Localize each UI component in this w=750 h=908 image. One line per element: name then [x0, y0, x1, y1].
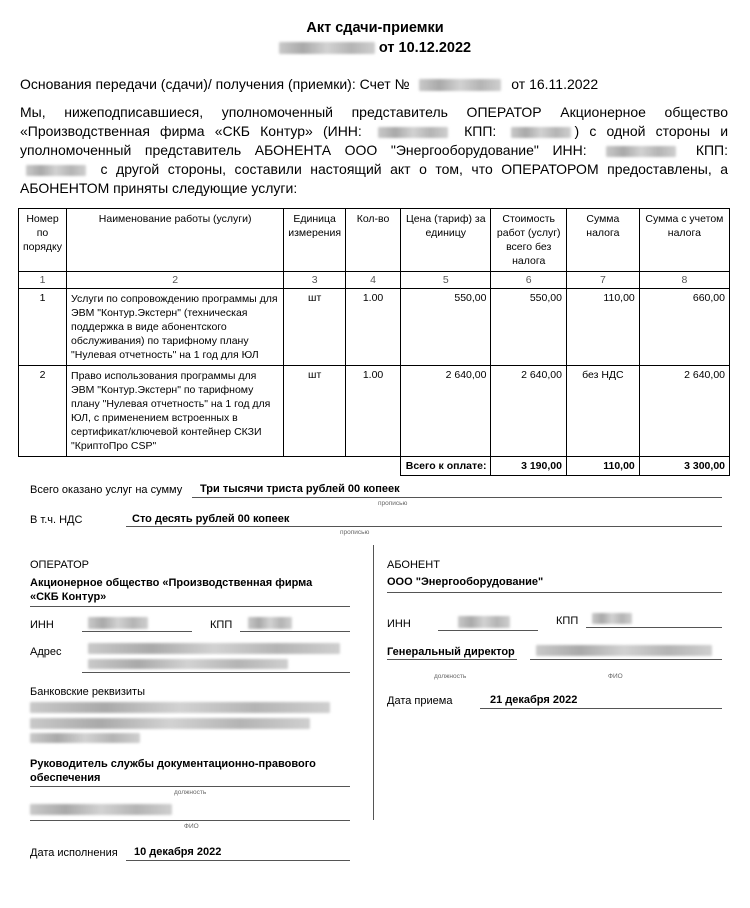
table-header: Наименование работы (услуги) [67, 209, 284, 272]
caption-position: должность [434, 673, 467, 680]
table-header: Кол-во [346, 209, 401, 272]
redacted-inn [458, 616, 510, 628]
redacted-number [279, 42, 375, 54]
divider [480, 708, 722, 709]
operator-address-label: Адрес [30, 646, 62, 658]
unit: шт [284, 289, 346, 366]
divider [530, 659, 722, 660]
operator-bank-label: Банковские реквизиты [30, 686, 145, 698]
table-header: Сумма налога [566, 209, 639, 272]
redacted-kpp [26, 165, 86, 176]
total-services-label: Всего оказано услуг на сумму [30, 484, 183, 496]
column-number: 5 [401, 272, 491, 289]
subscriber-name: ООО "Энергооборудование" [387, 576, 544, 588]
total-tax: 110,00 [566, 457, 639, 476]
caption-in-words: прописью [340, 529, 370, 536]
unit: шт [284, 366, 346, 457]
table-header: Сумма с учетом налога [639, 209, 729, 272]
table-row [19, 366, 730, 457]
operator-name: Акционерное общество «Производственная фирма «СКБ Контур» [30, 577, 313, 603]
total: 2 640,00 [639, 366, 729, 457]
caption-fio: ФИО [184, 823, 199, 830]
subscriber-inn-label: ИНН [387, 618, 411, 630]
column-divider [373, 545, 374, 820]
column-number: 1 [19, 272, 67, 289]
divider [586, 627, 722, 628]
redacted-kpp [248, 617, 292, 629]
column-number: 3 [284, 272, 346, 289]
divider [30, 606, 350, 607]
table-header: Единица измерения [284, 209, 346, 272]
divider [82, 631, 192, 632]
redacted-invoice-number [419, 79, 501, 91]
redacted-address [88, 643, 340, 654]
vat-label: В т.ч. НДС [30, 514, 83, 526]
redacted-inn [88, 617, 148, 629]
document-date: от 10.12.2022 [378, 40, 472, 56]
divider [82, 672, 350, 673]
total: 660,00 [639, 289, 729, 366]
subscriber-kpp-label: КПП [556, 615, 579, 627]
redacted-address [88, 659, 288, 669]
document-title: Акт сдачи-приемки [306, 20, 444, 36]
cost: 550,00 [491, 289, 566, 366]
vat-words: Сто десять рублей 00 копеек [132, 513, 290, 525]
redacted-inn [606, 146, 676, 157]
column-number: 4 [346, 272, 401, 289]
redacted-bank-details [30, 702, 330, 713]
basis-line: Основания передачи (сдачи)/ получения (приемки): Счет № от 16.11.2022 [20, 76, 599, 92]
table-total-row [19, 457, 730, 476]
redacted-kpp [511, 127, 571, 138]
redacted-bank-details [30, 718, 310, 729]
subscriber-position: Генеральный директор [387, 646, 515, 658]
column-number: 7 [566, 272, 639, 289]
caption-in-words: прописью [378, 500, 408, 507]
total-sum: 3 300,00 [639, 457, 729, 476]
tax: 110,00 [566, 289, 639, 366]
caption-position: должность [174, 789, 207, 796]
acceptance-date-label: Дата приема [387, 695, 453, 707]
divider [387, 659, 517, 660]
redacted-bank-details [30, 733, 140, 743]
operator-heading: ОПЕРАТОР [30, 559, 89, 571]
operator-position: Руководитель службы документационно-правового обеспечения [30, 758, 316, 784]
redacted-inn [378, 127, 448, 138]
acceptance-date-value: 21 декабря 2022 [490, 694, 578, 706]
table-row [19, 289, 730, 366]
row-number: 2 [19, 366, 67, 457]
intro-paragraph: Мы, нижеподписавшиеся, уполномоченный представитель ОПЕРАТОР Акционерное общество «Производственная фирма «СКБ Контур» (ИНН: КПП: ) с одной стороны и уполномоченный представитель АБОНЕНТА ООО "Энергооборудование" ИНН: КПП: с другой стороны, составили настоящий акт о том, что ОПЕРАТОРОМ предоставлены, а АБОНЕНТОМ приняты следующие услуги: [20, 104, 729, 196]
table-header: Цена (тариф) за единицу [401, 209, 491, 272]
total-label: Всего к оплате: [401, 457, 491, 476]
redacted-fio [30, 804, 172, 815]
divider [126, 526, 722, 527]
operator-inn-label: ИНН [30, 619, 54, 631]
services-table [18, 208, 730, 476]
divider [240, 631, 350, 632]
table-header-row [19, 209, 730, 272]
divider [438, 630, 538, 631]
quantity: 1.00 [346, 366, 401, 457]
divider [387, 592, 722, 593]
column-number: 2 [67, 272, 284, 289]
subscriber-heading: АБОНЕНТ [387, 559, 440, 571]
divider [126, 860, 350, 861]
column-number-row [19, 272, 730, 289]
service-name: Право использования программы для ЭВМ "Контур.Экстерн" по тарифному плану "Нулевая отчетность" на 1 год для ЮЛ, с применением встроенных в сертификат/ключевой контейнер СКЗИ "КриптоПро CSP" [67, 366, 284, 457]
service-name: Услуги по сопровождению программы для ЭВМ "Контур.Экстерн" (техническая поддержка в виде абонентского обслуживания) по тарифному плану "Нулевая отчетность" на 1 год для ЮЛ [67, 289, 284, 366]
tax: без НДС [566, 366, 639, 457]
redacted-kpp [592, 613, 632, 624]
execution-date-value: 10 декабря 2022 [134, 846, 222, 858]
operator-kpp-label: КПП [210, 619, 233, 631]
column-number: 6 [491, 272, 566, 289]
quantity: 1.00 [346, 289, 401, 366]
caption-fio: ФИО [608, 673, 623, 680]
divider [30, 786, 350, 787]
divider [30, 820, 350, 821]
price: 2 640,00 [401, 366, 491, 457]
table-header: Номер по порядку [19, 209, 67, 272]
document-subtitle [0, 40, 750, 56]
divider [192, 497, 722, 498]
total-services-words: Три тысячи триста рублей 00 копеек [200, 483, 400, 495]
cost: 2 640,00 [491, 366, 566, 457]
table-header: Стоимость работ (услуг) всего без налога [491, 209, 566, 272]
execution-date-label: Дата исполнения [30, 847, 118, 859]
column-number: 8 [639, 272, 729, 289]
total-cost: 3 190,00 [491, 457, 566, 476]
row-number: 1 [19, 289, 67, 366]
redacted-fio [536, 645, 712, 656]
price: 550,00 [401, 289, 491, 366]
